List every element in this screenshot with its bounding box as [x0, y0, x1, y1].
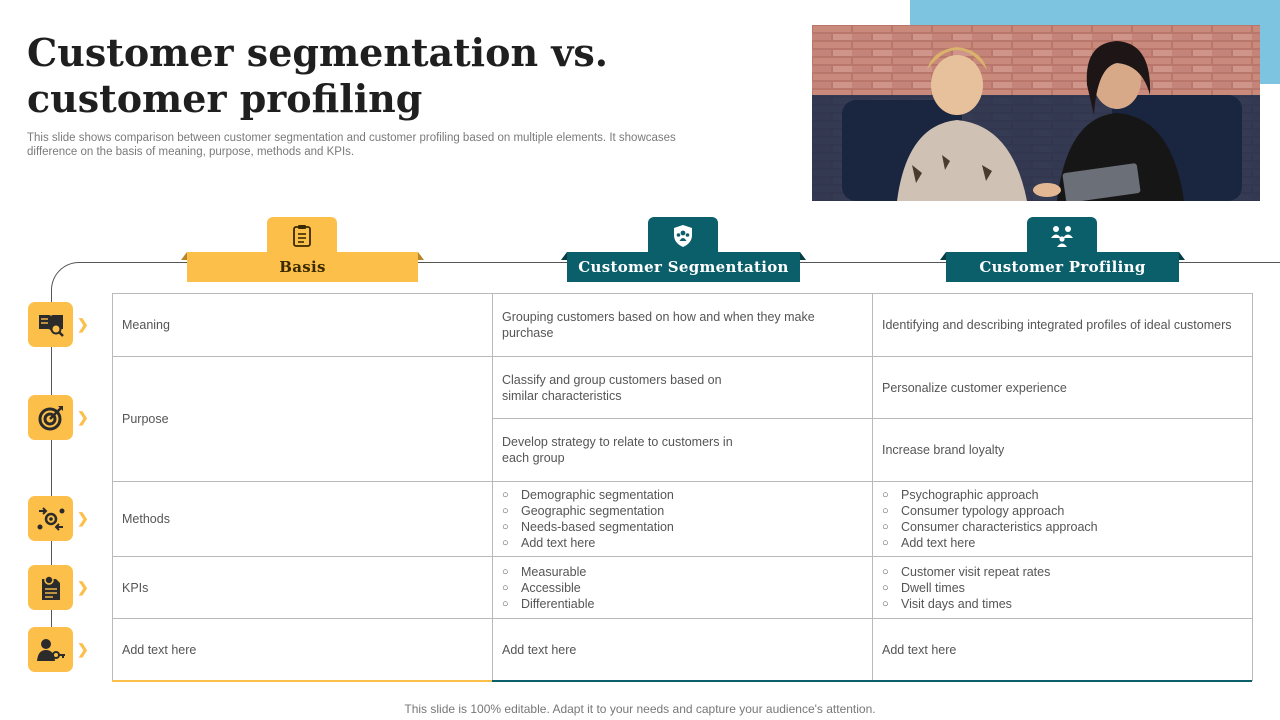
header-basis-label: Basis: [187, 252, 418, 282]
cell-methods-segmentation: [493, 482, 873, 557]
document-person-icon: [28, 565, 73, 610]
table-row: [113, 357, 1253, 419]
cell-kpis-segmentation: [493, 557, 873, 619]
cell-purpose-segmentation-2: Develop strategy to relate to customers in each group: [493, 419, 873, 482]
cell-extra-profiling: Add text here: [873, 619, 1253, 681]
chevron-right-icon: ❯: [77, 579, 89, 595]
cell-purpose-profiling-1: Personalize customer experience: [873, 357, 1253, 419]
cell-purpose-segmentation-1: Classify and group customers based on similar characteristics: [493, 357, 873, 419]
bullet-list: [502, 564, 863, 612]
list-item: ○ Differentiable: [502, 596, 863, 612]
page-title: Customer segmentation vs. customer profiling: [27, 30, 609, 121]
process-icon: [28, 496, 73, 541]
shield-people-icon: [648, 217, 718, 255]
bullet-list: [882, 487, 1243, 551]
list-item: ○ Consumer characteristics approach: [882, 519, 1243, 535]
table-row: [113, 482, 1253, 557]
list-item: ○ Demographic segmentation: [502, 487, 863, 503]
cell-kpis-profiling: [873, 557, 1253, 619]
list-item: ○ Geographic segmentation: [502, 503, 863, 519]
row-label-extra: Add text here: [113, 619, 493, 681]
row-label-purpose: Purpose: [113, 357, 493, 482]
row-label-kpis: KPIs: [113, 557, 493, 619]
cell-meaning-segmentation: Grouping customers based on how and when they make purchase: [493, 294, 873, 357]
basis-underline: [112, 680, 492, 682]
clipboard-icon: [267, 217, 337, 255]
table-row: [113, 619, 1253, 681]
list-item: ○ Add text here: [882, 535, 1243, 551]
header-profiling-label: Customer Profiling: [946, 252, 1179, 282]
target-icon: [28, 395, 73, 440]
row-label-methods: Methods: [113, 482, 493, 557]
row-label-meaning: Meaning: [113, 294, 493, 357]
list-item: ○ Measurable: [502, 564, 863, 580]
chevron-right-icon: ❯: [77, 641, 89, 657]
list-item: ○ Psychographic approach: [882, 487, 1243, 503]
cell-methods-profiling: [873, 482, 1253, 557]
chevron-right-icon: ❯: [77, 510, 89, 526]
table-row: [113, 557, 1253, 619]
bullet-list: [502, 487, 863, 551]
list-item: ○ Visit days and times: [882, 596, 1243, 612]
comparison-table: [112, 293, 1253, 681]
bullet-list: [882, 564, 1243, 612]
cell-extra-segmentation: Add text here: [493, 619, 873, 681]
table-row: [113, 294, 1253, 357]
list-item: ○ Accessible: [502, 580, 863, 596]
chevron-right-icon: ❯: [77, 316, 89, 332]
teal-underline: [492, 680, 1252, 682]
timeline-corner: [51, 262, 82, 293]
chevron-right-icon: ❯: [77, 409, 89, 425]
list-item: ○ Add text here: [502, 535, 863, 551]
header-segmentation-label: Customer Segmentation: [567, 252, 800, 282]
cell-purpose-profiling-2: Increase brand loyalty: [873, 419, 1253, 482]
person-key-icon: [28, 627, 73, 672]
people-network-icon: [1027, 217, 1097, 255]
cell-meaning-profiling: Identifying and describing integrated profiles of ideal customers: [873, 294, 1253, 357]
list-item: ○ Dwell times: [882, 580, 1243, 596]
list-item: ○ Consumer typology approach: [882, 503, 1243, 519]
footer-note: This slide is 100% editable. Adapt it to your needs and capture your audience's attention.: [404, 702, 876, 716]
page-subtitle: This slide shows comparison between customer segmentation and customer profiling based on multiple elements. It showcases difference on the basis of meaning, purpose, methods and KPIs.: [27, 132, 676, 158]
list-item: ○ Customer visit repeat rates: [882, 564, 1243, 580]
book-search-icon: [28, 302, 73, 347]
list-item: ○ Needs-based segmentation: [502, 519, 863, 535]
meeting-photo: [812, 25, 1260, 201]
